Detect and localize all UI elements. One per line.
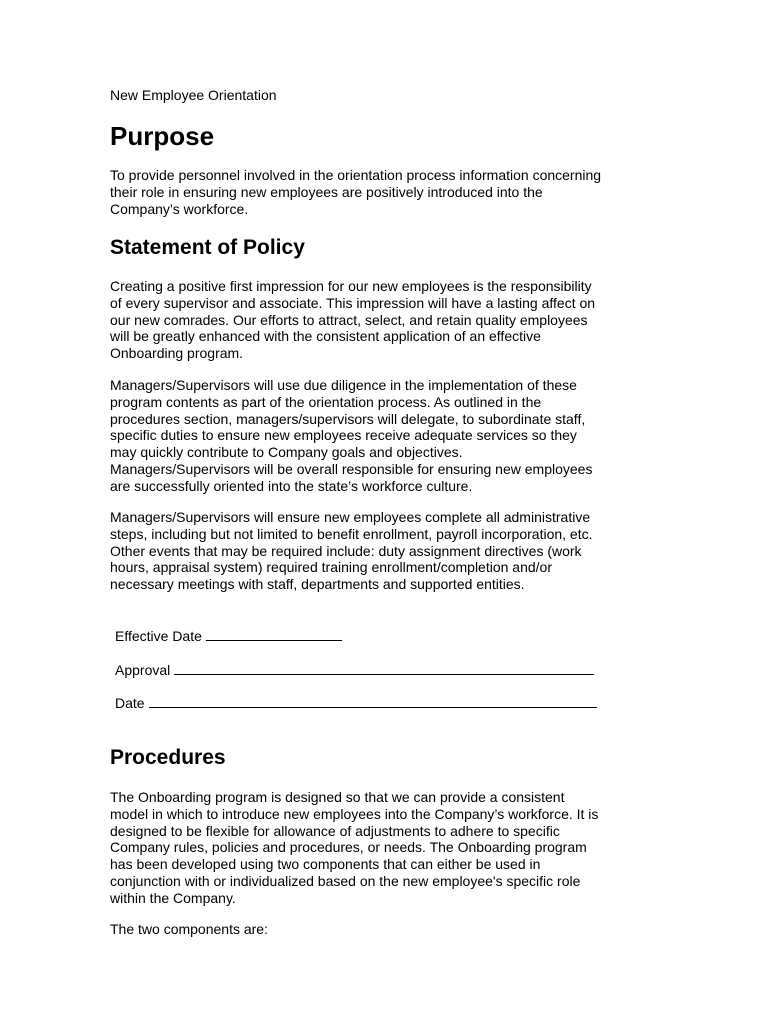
text-line: has been developed using two components that can either be used in — [110, 856, 541, 873]
text-line: may quickly contribute to Company goals and objectives. — [110, 444, 463, 461]
text-line: To provide personnel involved in the orientation process information concerning — [110, 167, 602, 183]
procedures-heading: Procedures — [110, 746, 226, 769]
text-line: of every supervisor and associate. This impression will have a lasting affect on — [110, 294, 596, 311]
text-line: Other events that may be required include: duty assignment directives (work — [110, 542, 582, 559]
purpose-heading: Purpose — [110, 121, 215, 151]
policy-heading: Statement of Policy — [110, 236, 305, 259]
text-line: our new comrades. Our efforts to attract, select, and retain quality employees — [110, 311, 588, 328]
effective-date-line[interactable] — [206, 626, 342, 641]
procedures-paragraph-1 — [110, 789, 670, 907]
text-line: within the Company. — [110, 889, 236, 906]
text-line: hours, appraisal system) required training enrollment/completion and/or — [110, 559, 552, 576]
policy-paragraph-1 — [110, 278, 670, 362]
text-line: model in which to introduce new employees into the Company’s workforce. It is — [110, 805, 599, 822]
purpose-paragraph — [110, 167, 670, 217]
text-line: necessary meetings with staff, departments and supported entities. — [110, 576, 525, 593]
text-line: steps, including but not limited to benefit enrollment, payroll incorporation, etc. — [110, 525, 593, 542]
text-line: The Onboarding program is designed so that we can provide a consistent — [110, 789, 565, 805]
text-line: Company rules, policies and procedures, or needs. The Onboarding program — [110, 839, 587, 856]
text-line: The two components are: — [110, 921, 268, 937]
date-field — [115, 693, 597, 712]
approval-field — [115, 660, 594, 679]
text-line: will be greatly enhanced with the consistent application of an effective — [110, 328, 541, 345]
date-label: Date — [115, 695, 145, 711]
text-line: are successfully oriented into the state’s workforce culture. — [110, 477, 473, 494]
text-line: Company’s workforce. — [110, 200, 249, 217]
text-line: Creating a positive first impression for our new employees is the responsibility — [110, 278, 592, 294]
procedures-paragraph-2 — [110, 921, 670, 938]
text-line: their role in ensuring new employees are positively introduced into the — [110, 183, 543, 200]
text-line: Managers/Supervisors will be overall responsible for ensuring new employees — [110, 460, 593, 477]
effective-date-field — [115, 626, 342, 645]
text-line: procedures section, managers/supervisors will delegate, to subordinate staff, — [110, 410, 586, 427]
text-line: specific duties to ensure new employees receive adequate services so they — [110, 427, 577, 444]
text-line: Onboarding program. — [110, 345, 244, 362]
text-line: program contents as part of the orientation process. As outlined in the — [110, 393, 542, 410]
text-line: Managers/Supervisors will ensure new employees complete all administrative — [110, 509, 591, 525]
date-line[interactable] — [149, 693, 597, 708]
policy-paragraph-2 — [110, 377, 670, 495]
effective-date-label: Effective Date — [115, 628, 202, 644]
text-line: Managers/Supervisors will use due diligence in the implementation of these — [110, 377, 577, 393]
approval-line[interactable] — [174, 660, 594, 675]
text-line: designed to be flexible for allowance of adjustments to adhere to specific — [110, 822, 560, 839]
text-line: conjunction with or individualized based on the new employee's specific role — [110, 872, 581, 889]
document-title: New Employee Orientation — [110, 87, 277, 103]
policy-paragraph-3 — [110, 509, 670, 593]
approval-label: Approval — [115, 662, 171, 678]
